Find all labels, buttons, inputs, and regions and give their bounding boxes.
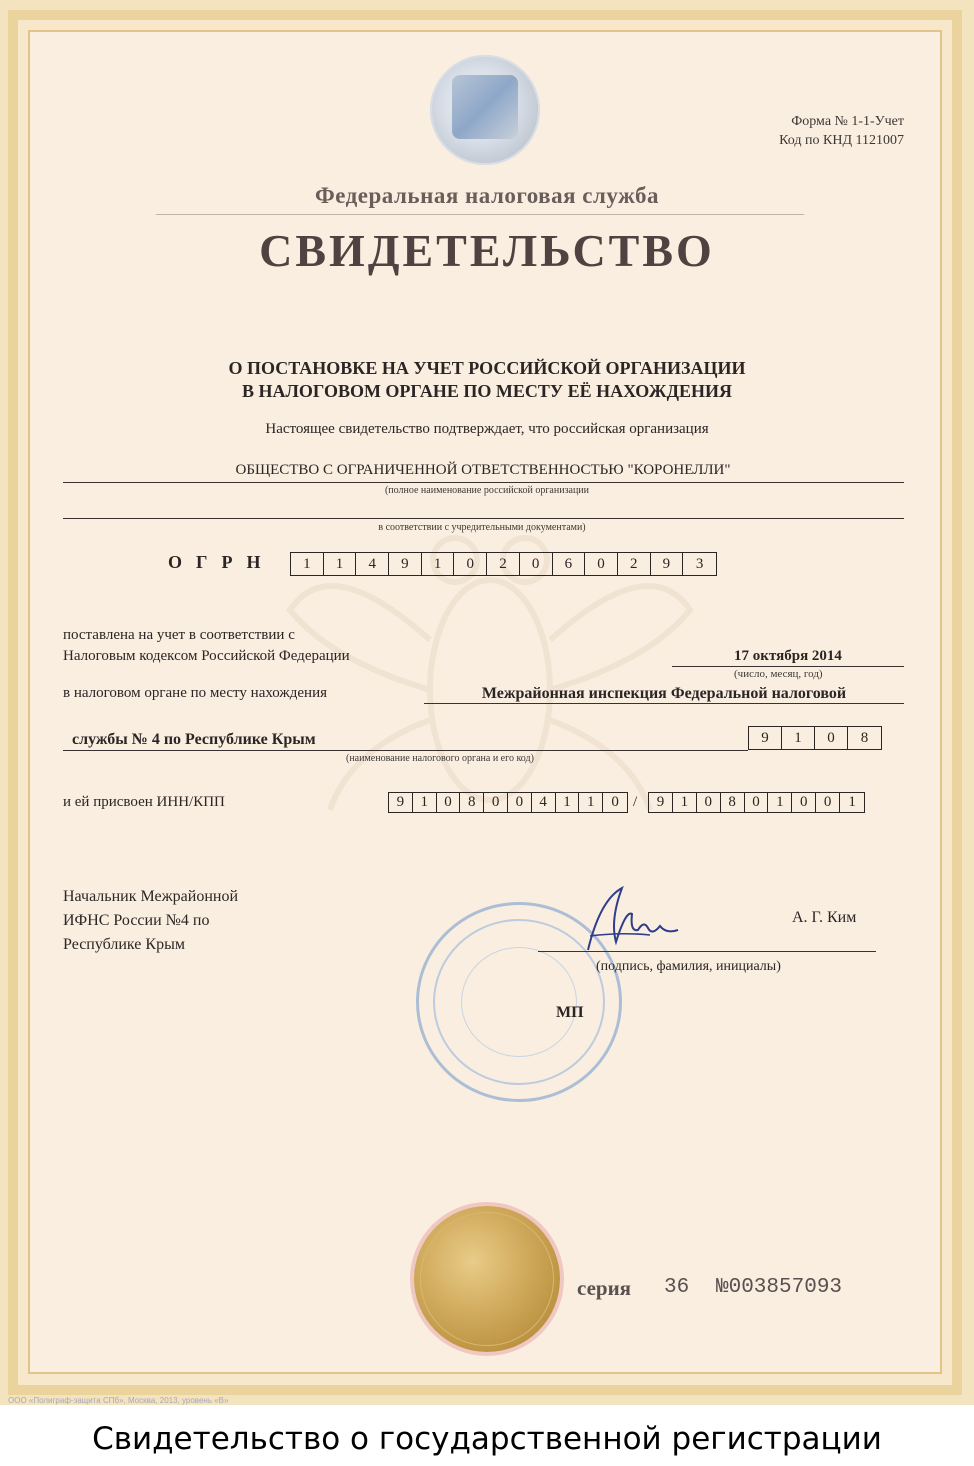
digit-box: 0 bbox=[508, 793, 532, 812]
authority-caption: (наименование налогового органа и его код) bbox=[346, 753, 534, 764]
digit-box: 4 bbox=[356, 553, 389, 575]
digit-box: 9 bbox=[389, 553, 422, 575]
signature-underline bbox=[538, 951, 876, 952]
digit-box: 9 bbox=[749, 727, 782, 749]
authority-underline-1 bbox=[424, 703, 904, 704]
series-value: 36 bbox=[664, 1276, 690, 1299]
date-caption: (число, месяц, год) bbox=[734, 668, 823, 680]
subtitle-line-1: О ПОСТАНОВКЕ НА УЧЕТ РОССИЙСКОЙ ОРГАНИЗАЦИИ bbox=[228, 358, 746, 378]
digit-box: 0 bbox=[520, 553, 553, 575]
authority-code-boxes bbox=[748, 726, 882, 750]
authority-name-2: службы № 4 по Республике Крым bbox=[72, 731, 316, 748]
inn-kpp-separator: / bbox=[633, 794, 638, 810]
signature bbox=[580, 880, 690, 960]
org-docs-underline bbox=[63, 518, 904, 519]
digit-box: 3 bbox=[695, 556, 704, 572]
ogrn-label: ОГРН bbox=[168, 552, 275, 572]
digit-box: 1 bbox=[556, 793, 580, 812]
digit-box: 0 bbox=[585, 553, 618, 575]
signatory-position bbox=[63, 885, 238, 957]
digit-box: 8 bbox=[721, 793, 745, 812]
authority-name-1: Межрайонная инспекция Федеральной налоговой bbox=[481, 685, 847, 702]
eagle-watermark bbox=[270, 490, 710, 870]
divider bbox=[156, 214, 804, 215]
registration-line-1: поставлена на учет в соответствии с bbox=[63, 627, 295, 643]
signatory-line-2: ИФНС России №4 по bbox=[63, 912, 210, 929]
date-underline bbox=[672, 666, 904, 667]
digit-box: 9 bbox=[649, 793, 673, 812]
digit-box: 0 bbox=[745, 793, 769, 812]
authority-underline-2 bbox=[63, 750, 748, 751]
digit-box: 9 bbox=[389, 793, 413, 812]
digit-box: 1 bbox=[579, 793, 603, 812]
digit-box: 1 bbox=[324, 553, 357, 575]
digit-box: 2 bbox=[618, 553, 651, 575]
subtitle-line-2: В НАЛОГОВОМ ОРГАНЕ ПО МЕСТУ ЕЁ НАХОЖДЕНИЯ bbox=[242, 381, 732, 401]
digit-box: 8 bbox=[860, 730, 869, 746]
kpp-digit-boxes bbox=[648, 792, 865, 813]
signature-caption: (подпись, фамилия, инициалы) bbox=[596, 959, 781, 974]
digit-box: 0 bbox=[697, 793, 721, 812]
mp-mark: МП bbox=[556, 1004, 584, 1021]
signatory-name: А. Г. Ким bbox=[792, 909, 857, 926]
signatory-line-1: Начальник Межрайонной bbox=[63, 888, 239, 905]
digit-box: 0 bbox=[484, 793, 508, 812]
page-title: СВИДЕТЕЛЬСТВО bbox=[259, 225, 715, 276]
digit-box: 1 bbox=[413, 793, 437, 812]
digit-box: 8 bbox=[460, 793, 484, 812]
org-docs-caption: в соответствии с учредительными документами) bbox=[378, 522, 586, 533]
hologram-emblem bbox=[430, 55, 540, 165]
confirm-text: Настоящее свидетельство подтверждает, что российская организация bbox=[265, 421, 709, 437]
digit-box: 6 bbox=[553, 553, 586, 575]
digit-box: 1 bbox=[782, 727, 815, 749]
image-caption: Свидетельство о государственной регистрации bbox=[92, 1421, 882, 1457]
organization-name: ОБЩЕСТВО С ОГРАНИЧЕННОЙ ОТВЕТСТВЕННОСТЬЮ "КОРОНЕЛЛИ" bbox=[235, 462, 731, 478]
org-name-underline bbox=[63, 482, 904, 483]
gold-seal bbox=[414, 1206, 560, 1352]
inn-kpp-label: и ей присвоен ИНН/КПП bbox=[63, 794, 225, 810]
digit-box: 1 bbox=[768, 793, 792, 812]
digit-box: 0 bbox=[611, 794, 619, 810]
org-name-caption: (полное наименование российской организации bbox=[384, 485, 590, 496]
place-label: в налоговом органе по месту нахождения bbox=[63, 685, 328, 701]
digit-box: 0 bbox=[816, 793, 840, 812]
registration-line-2: Налоговым кодексом Российской Федерации bbox=[63, 648, 350, 664]
signatory-line-3: Республике Крым bbox=[63, 936, 185, 953]
digit-box: 9 bbox=[651, 553, 684, 575]
form-line: Форма № 1-1-Учет bbox=[791, 114, 904, 129]
ogrn-digit-boxes bbox=[290, 552, 717, 576]
series-label: серия bbox=[577, 1276, 632, 1300]
printer-imprint: ООО «Полиграф-защита СПб», Москва, 2013, уровень «В» bbox=[8, 1396, 229, 1405]
knd-code: Код по КНД 1121007 bbox=[779, 133, 904, 148]
digit-box: 1 bbox=[422, 553, 455, 575]
agency-name: Федеральная налоговая служба bbox=[315, 183, 659, 208]
digit-box: 1 bbox=[291, 553, 324, 575]
inn-digit-boxes bbox=[388, 792, 628, 813]
digit-box: 1 bbox=[673, 793, 697, 812]
registration-date: 17 октября 2014 bbox=[734, 648, 842, 664]
serial-number: №003857093 bbox=[716, 1276, 843, 1299]
digit-box: 1 bbox=[848, 794, 856, 810]
form-number bbox=[779, 112, 904, 150]
digit-box: 0 bbox=[454, 553, 487, 575]
digit-box: 0 bbox=[815, 727, 848, 749]
digit-box: 4 bbox=[532, 793, 556, 812]
digit-box: 0 bbox=[437, 793, 461, 812]
digit-box: 2 bbox=[487, 553, 520, 575]
digit-box: 0 bbox=[792, 793, 816, 812]
